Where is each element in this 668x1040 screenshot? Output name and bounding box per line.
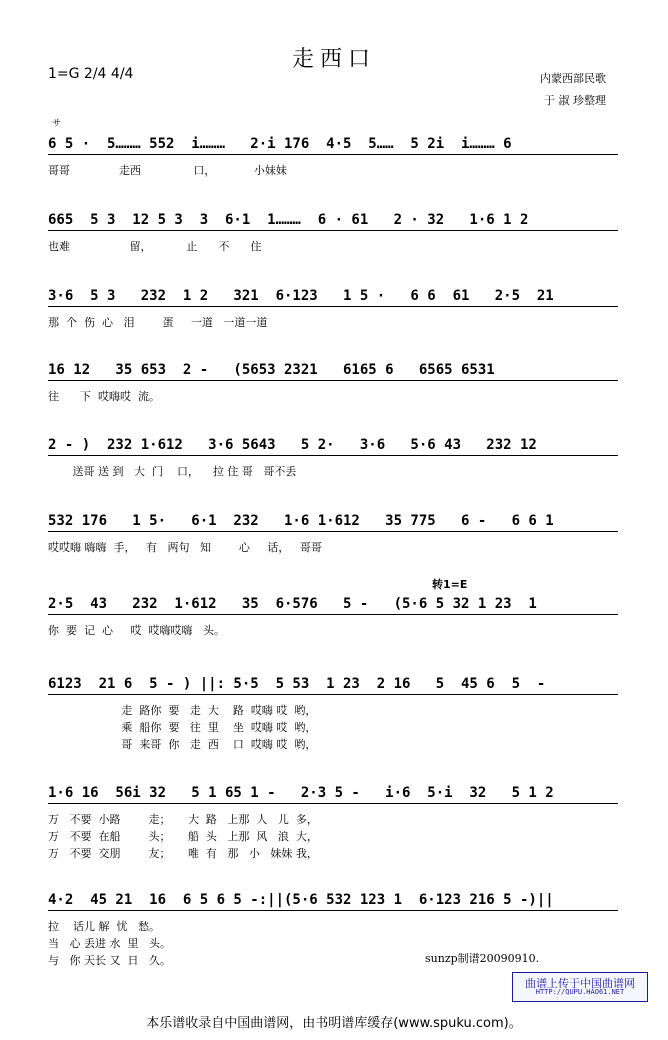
note-underline	[48, 230, 618, 231]
lyric-line: 与 你 天长 又 日 久。	[48, 954, 171, 967]
origin-credit: 内蒙西部民歌	[540, 72, 606, 85]
key-signature: 1=G 2/4 4/4	[48, 66, 134, 82]
song-title: 走西口	[291, 47, 376, 72]
note-underline	[48, 154, 618, 155]
score-row-8: 6123 21 6 5 - ) ||: 5·5 5 53 1 23 2 16 5 45 6 5 -	[48, 676, 546, 692]
footer-note: 本乐谱收录自中国曲谱网，由书明谱库缓存(www.spuku.com)。	[146, 1016, 522, 1031]
lyric-line: 万 不要 交朋 友； 唯 有 那 小 妹妹 我，	[48, 847, 318, 860]
lyric-line: 那 个 伤 心 泪 蛋 一道 一道一道	[48, 316, 268, 329]
note-underline	[48, 380, 618, 381]
lyric-line: 往 下 哎嗨哎 流。	[48, 390, 160, 403]
lyric-line: 哎哎嗨 嗨嗨 手， 有 两句 知 心 话， 哥哥	[48, 541, 322, 554]
score-row-7: 2·5 43 232 1·612 35 6·576 5 - (5·6 5 32 1 23 1	[48, 596, 537, 612]
score-row-4: 16 12 35 653 2 - (5653 2321 6165 6 6565 6531	[48, 362, 495, 378]
score-row-1: 6 5 · 5……… 552 i……… 2·i 176 4·5 5…… 5 2i i……… 6	[48, 136, 512, 152]
transcriber-signature: sunzp制谱20090910.	[425, 952, 540, 965]
lyric-line: 当 心 丢进 水 里 头。	[48, 937, 171, 950]
upload-stamp	[512, 972, 648, 1002]
note-underline	[48, 694, 618, 695]
lyric-line: 拉 话儿 解 忧 愁。	[48, 920, 160, 933]
score-row-3: 3·6 5 3 232 1 2 321 6·123 1 5 · 6 6 61 2·5 21	[48, 288, 554, 304]
score-row-5: 2 - ) 232 1·612 3·6 5643 5 2· 3·6 5·6 43 232 12	[48, 437, 537, 453]
key-change: 转1=E	[432, 578, 468, 591]
lyric-line: 你 要 记 心 哎 哎嗨哎嗨 头。	[48, 624, 225, 637]
lyric-line: 哥 来哥 你 走 西 口 哎嗨 哎 哟，	[48, 738, 317, 751]
lyric-line: 万 不要 在船 头； 船 头 上那 风 浪 大，	[48, 830, 318, 843]
score-row-2: 665 5 3 12 5 3 3 6·1 1……… 6 · 61 2 · 32 1·6 1 2	[48, 212, 529, 228]
score-row-6: 532 176 1 5· 6·1 232 1·6 1·612 35 775 6 - 6 6 1	[48, 513, 554, 529]
note-underline	[48, 614, 618, 615]
lyric-line: 乘 船你 要 往 里 坐 哎嗨 哎 哟，	[48, 721, 317, 734]
note-underline	[48, 803, 618, 804]
note-underline	[48, 455, 618, 456]
tempo-modifier: サ	[52, 119, 62, 129]
score-row-9: 1·6 16 56i 32 5 1 65 1 - 2·3 5 - i·6 5·i 32 5 1 2	[48, 785, 554, 801]
lyric-line: 也难 留， 止 不 住	[48, 240, 262, 253]
note-underline	[48, 306, 618, 307]
score-row-10: 4·2 45 21 16 6 5 6 5 -:||(5·6 532 123 1 6·123 216 5 -)||	[48, 892, 554, 908]
lyric-line: 走 路你 要 走 大 路 哎嗨 哎 哟，	[48, 704, 317, 717]
note-underline	[48, 910, 618, 911]
lyric-line: 万 不要 小路 走； 大 路 上那 人 儿 多，	[48, 813, 318, 826]
stamp-url: HTTP://QUPU.HAO61.NET	[535, 988, 625, 996]
stamp-line1: 曲谱上传于中国曲谱网	[525, 977, 635, 990]
lyric-line: 送哥 送 到 大 门 口， 拉 住 哥 哥不丢	[48, 465, 297, 478]
lyric-line: 哥哥 走西 口， 小妹妹	[48, 164, 287, 177]
arranger-credit: 于 淑 珍整理	[544, 94, 606, 107]
note-underline	[48, 531, 618, 532]
